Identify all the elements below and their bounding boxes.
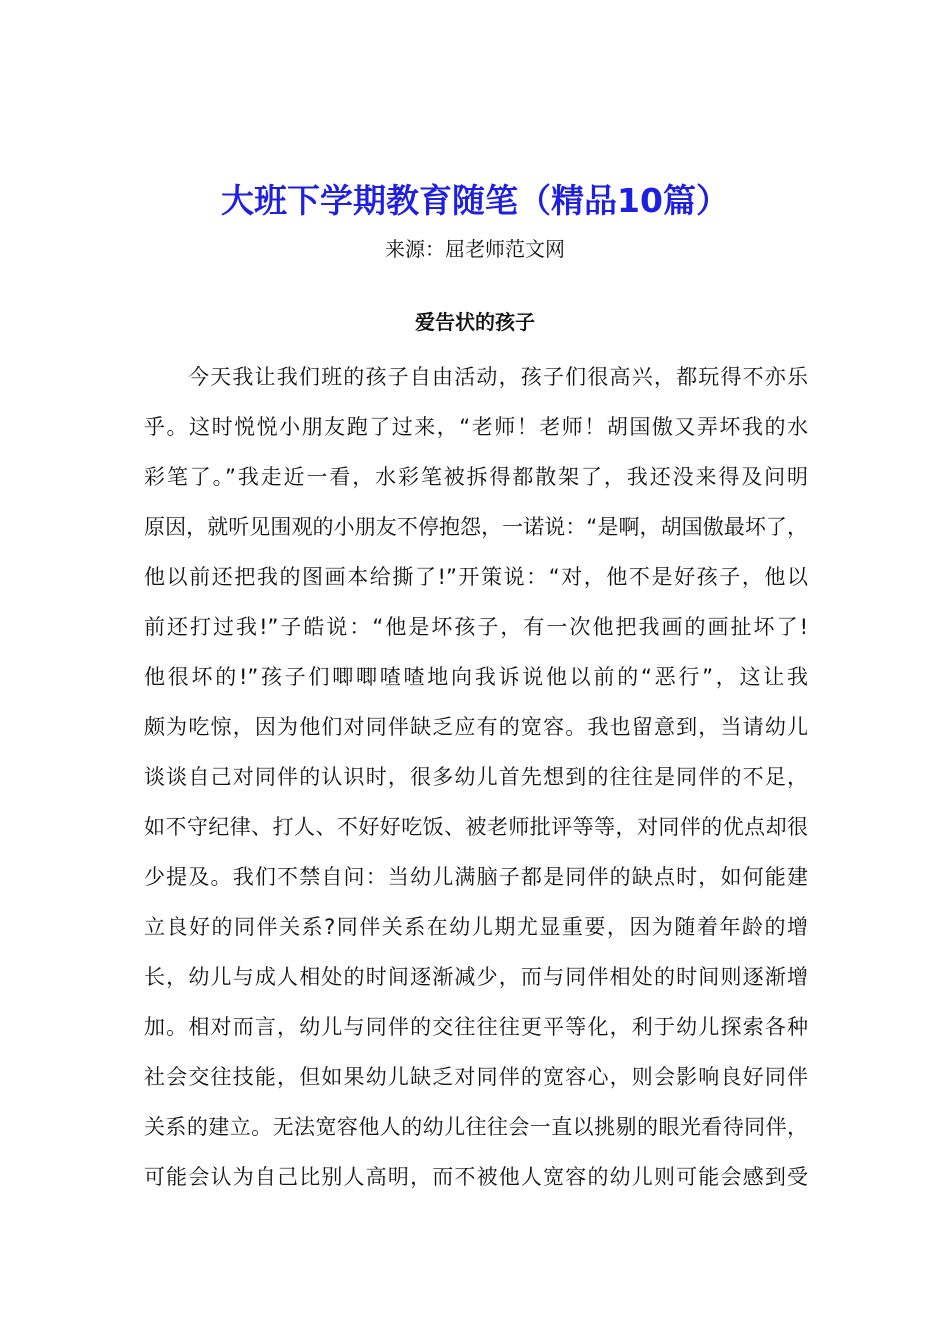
paragraph-line: 今天我让我们班的孩子自由活动，孩子们很高兴，都玩得不亦乐 — [188, 365, 808, 389]
body-paragraph — [144, 352, 808, 1202]
paragraph-line: 谈谈自己对同伴的认识时，很多幼儿首先想到的往往是同伴的不足， — [144, 765, 808, 789]
paragraph-line: 原因，就听见围观的小朋友不停抱怨，一诺说：“是啊，胡国傲最坏了， — [144, 515, 808, 539]
paragraph-line: 颇为吃惊，因为他们对同伴缺乏应有的宽容。我也留意到，当请幼儿 — [144, 715, 808, 739]
document-title: 大班下学期教育随笔（精品10篇） — [221, 181, 729, 220]
paragraph-line: 如不守纪律、打人、不好好吃饭、被老师批评等等，对同伴的优点却很 — [144, 815, 808, 839]
paragraph-line: 少提及。我们不禁自问：当幼儿满脑子都是同伴的缺点时，如何能建 — [144, 865, 808, 889]
paragraph-line: 他以前还把我的图画本给撕了!”开策说：“对，他不是好孩子，他以 — [144, 565, 808, 589]
paragraph-line: 他很坏的!”孩子们唧唧喳喳地向我诉说他以前的“恶行”，这让我 — [144, 665, 808, 689]
paragraph-line: 可能会认为自己比别人高明，而不被他人宽容的幼儿则可能会感到受 — [144, 1165, 808, 1189]
paragraph-line: 长，幼儿与成人相处的时间逐渐减少，而与同伴相处的时间则逐渐增 — [144, 965, 808, 989]
paragraph-line: 关系的建立。无法宽容他人的幼儿往往会一直以挑剔的眼光看待同伴， — [144, 1115, 808, 1139]
paragraph-line: 前还打过我!”子皓说：“他是坏孩子，有一次他把我画的画扯坏了! — [144, 615, 808, 639]
paragraph-line: 乎。这时悦悦小朋友跑了过来，“老师！老师！胡国傲又弄坏我的水 — [144, 415, 808, 439]
paragraph-line: 彩笔了。”我走近一看，水彩笔被拆得都散架了，我还没来得及问明 — [144, 465, 808, 489]
paragraph-line: 社会交往技能，但如果幼儿缺乏对同伴的宽容心，则会影响良好同伴 — [144, 1065, 808, 1089]
paragraph-line: 加。相对而言，幼儿与同伴的交往往往更平等化，利于幼儿探索各种 — [144, 1015, 808, 1039]
document-source: 来源：屈老师范文网 — [385, 237, 565, 261]
paragraph-line: 立良好的同伴关系?同伴关系在幼儿期尤显重要，因为随着年龄的增 — [144, 915, 808, 939]
section-heading: 爱告状的孩子 — [415, 310, 535, 334]
